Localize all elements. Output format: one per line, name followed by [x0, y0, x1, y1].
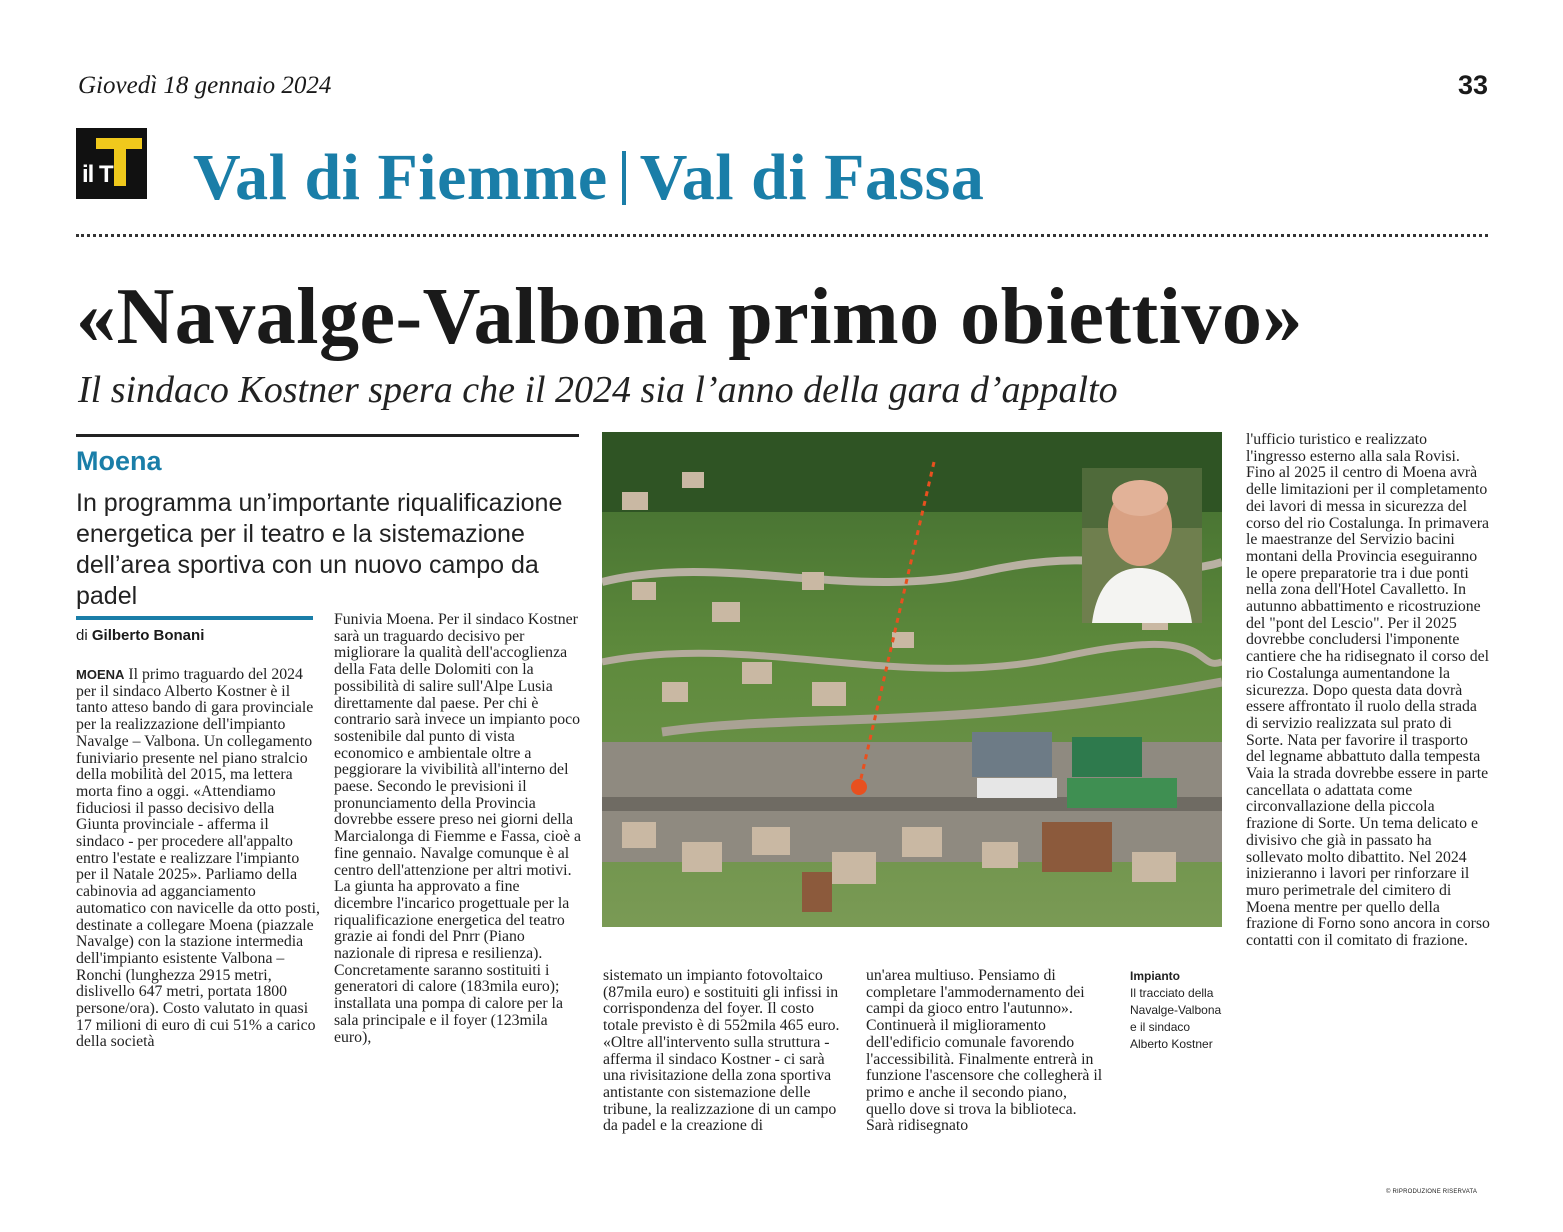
- subheadline: Il sindaco Kostner spera che il 2024 sia l’anno della gara d’appalto: [78, 369, 1118, 411]
- section-title: [193, 140, 984, 216]
- article-column-3: sistemato un impianto fotovoltaico (87mila euro) e sostituiti gli infissi in corrispondenza del foyer. Il costo totale previsto è di 552mila 465 euro. «Oltre all'intervento sulla struttura - afferma il sindaco Kostner - ci sarà una rivisitazione della zona sportiva antistante con sistemazione delle tribune, la realizzazione di un campo da padel e la creazione di: [603, 967, 840, 1135]
- caption-text: Il tracciato della Navalge-Valbona e il sindaco Alberto Kostner: [1130, 986, 1222, 1051]
- section-fassa: Val di Fassa: [639, 141, 985, 214]
- byline-author: Gilberto Bonani: [91, 627, 205, 644]
- newspaper-logo: [76, 128, 147, 199]
- dateline: MOENA: [76, 667, 125, 682]
- byline-rule: [76, 616, 313, 620]
- deck-rule: [76, 434, 579, 437]
- headline: «Navalge-Valbona primo obiettivo»: [76, 273, 1303, 361]
- article-column-2: Funivia Moena. Per il sindaco Kostner sarà un traguardo decisivo per migliorare la qualità dell'accoglienza della Fata delle Dolomiti con la possibilità di salire sull'Alpe Lusia direttamente dal paese. Per chi è contrario sarà invece un impianto poco sostenibile dal punto di vista economico e ambientale oltre a peggiorare la vivibilità all'interno del paese. Secondo le previsioni il pronunciamento della Provincia dovrebbe essere preso nei giorni della Marcialonga di Fiemme e Fassa, cioè a fine gennaio. Navalge comunque è al centro dell'attenzione per altri motivi. La giunta ha approvato a fine dicembre l'incarico progettuale per la riqualificazione energetica del teatro grazie ai fondi del Pnrr (Piano nazionale di ripresa e resilienza). Concretamente saranno sostituiti i generatori di calore (183mila euro); installata una pompa di calore per la sala principale e il foyer (123mila euro),: [334, 611, 581, 1046]
- article-column-1: [76, 667, 320, 1051]
- section-divider: [622, 151, 626, 205]
- article-deck: In programma un’importante riqualificazione energetica per il teatro e la sistemazione dell’area sportiva con un nuovo campo da padel: [76, 489, 563, 610]
- photo-caption: [1130, 968, 1230, 1053]
- caption-title: Impianto: [1130, 969, 1180, 983]
- byline-prefix: di: [76, 627, 88, 644]
- article-column-5: l'ufficio turistico e realizzato l'ingresso esterno alla sala Rovisi. Fino al 2025 il centro di Moena avrà delle limitazioni per il completamento dei lavori di messa in sicurezza del corso del rio Costalunga. In primavera le maestranze del Servizio bacini montani della Provincia eseguiranno le opere preparatorie tra i due ponti nella zona dell'Hotel Cavalletto. In autunno abbattimento e ricostruzione del "pont del Lescio". Per il 2025 dovrebbe concludersi l'imponente cantiere che ha ridisegnato il corso del rio Costalunga aumentandone la sicurezza. Dopo questa data dovrà essere affrontato il ruolo della strada di servizio realizzata sul prato di Sorte. Nata per favorire il trasporto del legname abbattuto dalla tempesta Vaia la strada dovrebbe essere in parte cancellata o adattata come circonvallazione della piccola frazione di Sorte. Un tema delicato e divisivo che già in passato ha sollevato molto dibattito. Nel 2024 inizieranno i lavori per rinforzare il muro perimetrale del cimitero di Moena mentre per quello della frazione di Forno sono ancora in corso contatti con il comitato di frazione.: [1246, 431, 1490, 950]
- issue-date: Giovedì 18 gennaio 2024: [78, 72, 332, 99]
- copyright-notice: © RIPRODUZIONE RISERVATA: [1386, 1189, 1478, 1195]
- logo-text: il T: [82, 161, 113, 188]
- column-1-text: Il primo traguardo del 2024 per il sindaco Alberto Kostner è il tanto atteso bando di gara provinciale per la realizzazione dell'impianto Navalge – Valbona. Un collegamento funiviario presente nel piano stralcio della mobilità del 2015, ma lettera morta fino a oggi. «Attendiamo fiduciosi il passo decisivo della Giunta provinciale - afferma il sindaco - per procedere all'appalto entro l'estate e realizzare l'impianto per il Natale 2025». Parliamo della cabinovia ad agganciamento automatico con navicelle da otto posti, destinate a collegare Moena (piazzale Navalge) con la stazione intermedia dell'impianto esistente Valbona – Ronchi (lunghezza 2915 metri, dislivello 647 metri, portata 1800 persone/ora). Costo valutato in quasi 17 milioni di euro di cui 51% a carico della società: [76, 666, 320, 1051]
- dotted-divider: [76, 234, 1488, 237]
- byline: [76, 627, 204, 644]
- article-column-4: un'area multiuso. Pensiamo di completare l'ammodernamento dei campi da gioco entro l'autunno». Continuerà il miglioramento dell'edificio comunale favorendo l'accessibilità. Finalmente entrerà in funzione l'ascensore che collegherà il primo e anche il secondo piano, quello dove si trova la biblioteca. Sarà ridisegnato: [866, 967, 1103, 1135]
- location-label: Moena: [76, 446, 162, 476]
- mayor-portrait: [1082, 468, 1202, 623]
- page-number: 33: [1457, 70, 1488, 100]
- section-fiemme: Val di Fiemme: [193, 141, 608, 214]
